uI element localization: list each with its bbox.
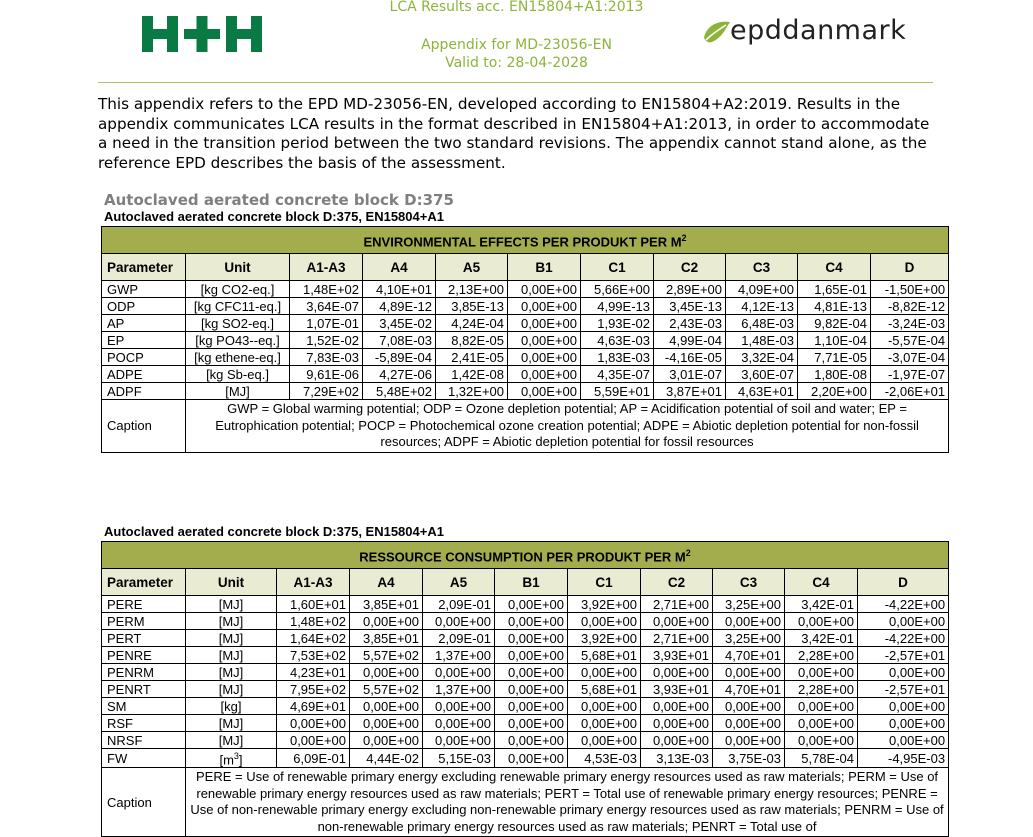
column-header: A4 — [363, 254, 436, 281]
value-cell: 0,00E+00 — [277, 732, 350, 749]
table-row — [102, 749, 949, 768]
value-cell: -4,22E+00 — [858, 630, 949, 647]
value-cell: 0,00E+00 — [785, 715, 858, 732]
value-cell: 0,00E+00 — [713, 664, 785, 681]
value-cell: -2,06E+01 — [871, 383, 949, 400]
value-cell: 0,00E+00 — [568, 664, 641, 681]
value-cell: 1,10E-04 — [798, 332, 871, 349]
value-cell: 3,93E+01 — [641, 647, 713, 664]
value-cell: 0,00E+00 — [508, 383, 581, 400]
value-cell: -1,50E+00 — [871, 281, 949, 298]
value-cell: -1,97E-07 — [871, 366, 949, 383]
value-cell: -3,24E-03 — [871, 315, 949, 332]
value-cell: 3,92E+00 — [568, 630, 641, 647]
value-cell: 1,32E+00 — [436, 383, 508, 400]
table2-band: RESSOURCE CONSUMPTION PER PRODUKT PER $M^2$ — [102, 542, 949, 569]
table-row — [102, 647, 949, 664]
resource-consumption-table — [101, 541, 949, 837]
value-cell: 0,00E+00 — [495, 630, 568, 647]
value-cell: -4,95E-03 — [858, 749, 949, 768]
unit-cell: $[m^3]$ — [186, 749, 277, 768]
value-cell: 4,63E+01 — [726, 383, 798, 400]
unit-cell: [kg CO2-eq.] — [186, 281, 290, 298]
value-cell: 5,78E-04 — [785, 749, 858, 768]
column-header: Unit — [186, 254, 290, 281]
column-header: C3 — [726, 254, 798, 281]
unit-cell: [kg PO43--eq.] — [186, 332, 290, 349]
table-row — [102, 715, 949, 732]
environmental-effects-table — [101, 226, 949, 453]
value-cell: 5,68E+01 — [568, 681, 641, 698]
value-cell: 5,68E+01 — [568, 647, 641, 664]
table-row — [102, 332, 949, 349]
value-cell: 0,00E+00 — [495, 613, 568, 630]
table-row — [102, 613, 949, 630]
value-cell: 0,00E+00 — [641, 698, 713, 715]
column-header: C2 — [641, 569, 713, 596]
parameter-cell: NRSF — [102, 732, 186, 749]
value-cell: 9,82E-04 — [798, 315, 871, 332]
column-header: C3 — [713, 569, 785, 596]
table-row — [102, 630, 949, 647]
value-cell: 2,89E+00 — [654, 281, 726, 298]
value-cell: 2,41E-05 — [436, 349, 508, 366]
value-cell: 0,00E+00 — [495, 596, 568, 613]
value-cell: 0,00E+00 — [508, 349, 581, 366]
unit-cell: [MJ] — [186, 647, 277, 664]
column-header: A1-A3 — [277, 569, 350, 596]
value-cell: 0,00E+00 — [858, 664, 949, 681]
value-cell: 3,64E-07 — [290, 298, 363, 315]
value-cell: 4,35E-07 — [581, 366, 654, 383]
value-cell: 4,89E-12 — [363, 298, 436, 315]
unit-cell: [kg Sb-eq.] — [186, 366, 290, 383]
parameter-cell: ADPF — [102, 383, 186, 400]
value-cell: 0,00E+00 — [858, 698, 949, 715]
caption-label: Caption — [102, 768, 186, 837]
table-row — [102, 349, 949, 366]
value-cell: 3,32E-04 — [726, 349, 798, 366]
value-cell: 4,69E+01 — [277, 698, 350, 715]
value-cell: 2,13E+00 — [436, 281, 508, 298]
caption-text: PERE = Use of renewable primary energy excluding renewable primary energy resources used as raw materials; PERM = Use of renewable primary energy resources used as raw materials; PERT = Total use of renewable primary energy resources; PENRE = Use of non-renewable primary energy excluding non-renewable primary energy resources used as raw materials; PENRM = Use of non-renewable primary energy resources used as raw materials; PENRT = Total use of — [186, 768, 949, 837]
value-cell: 0,00E+00 — [508, 332, 581, 349]
value-cell: 0,00E+00 — [423, 698, 495, 715]
table2-header-row — [102, 569, 949, 596]
value-cell: 3,92E+00 — [568, 596, 641, 613]
value-cell: 0,00E+00 — [785, 698, 858, 715]
value-cell: 3,75E-03 — [713, 749, 785, 768]
caption-row — [102, 400, 949, 453]
table1-header-row — [102, 254, 949, 281]
unit-cell: [MJ] — [186, 630, 277, 647]
value-cell: 0,00E+00 — [350, 664, 423, 681]
parameter-cell: ADPE — [102, 366, 186, 383]
value-cell: 0,00E+00 — [641, 613, 713, 630]
value-cell: 5,48E+02 — [363, 383, 436, 400]
parameter-cell: RSF — [102, 715, 186, 732]
value-cell: 4,70E+01 — [713, 681, 785, 698]
value-cell: 7,95E+02 — [277, 681, 350, 698]
value-cell: 0,00E+00 — [350, 613, 423, 630]
parameter-cell: SM — [102, 698, 186, 715]
header-rule — [98, 82, 933, 83]
value-cell: 6,48E-03 — [726, 315, 798, 332]
value-cell: 0,00E+00 — [495, 698, 568, 715]
header-title: LCA Results acc. EN15804+A1:2013 — [389, 0, 644, 15]
value-cell: 0,00E+00 — [350, 732, 423, 749]
value-cell: 0,00E+00 — [277, 715, 350, 732]
header-appendix: Appendix for MD-23056-EN — [421, 37, 612, 53]
value-cell: 9,61E-06 — [290, 366, 363, 383]
value-cell: 0,00E+00 — [713, 732, 785, 749]
value-cell: 0,00E+00 — [350, 715, 423, 732]
value-cell: 0,00E+00 — [713, 715, 785, 732]
unit-cell: [MJ] — [186, 715, 277, 732]
value-cell: 1,93E-02 — [581, 315, 654, 332]
table1-title: Autoclaved aerated concrete block D:375, EN15804+A1 — [104, 209, 444, 224]
unit-cell: [MJ] — [186, 664, 277, 681]
column-header: Parameter — [102, 254, 186, 281]
value-cell: 0,00E+00 — [568, 732, 641, 749]
value-cell: 0,00E+00 — [508, 315, 581, 332]
column-header: A4 — [350, 569, 423, 596]
value-cell: 7,08E-03 — [363, 332, 436, 349]
value-cell: 3,25E+00 — [713, 596, 785, 613]
table-row — [102, 732, 949, 749]
column-header: Unit — [186, 569, 277, 596]
value-cell: 2,09E-01 — [423, 596, 495, 613]
caption-label: Caption — [102, 400, 186, 453]
value-cell: 0,00E+00 — [423, 732, 495, 749]
value-cell: 8,82E-05 — [436, 332, 508, 349]
value-cell: 0,00E+00 — [423, 613, 495, 630]
value-cell: 1,80E-08 — [798, 366, 871, 383]
value-cell: -8,82E-12 — [871, 298, 949, 315]
unit-cell: [kg ethene-eq.] — [186, 349, 290, 366]
value-cell: 1,48E+02 — [277, 613, 350, 630]
value-cell: 3,45E-02 — [363, 315, 436, 332]
value-cell: 0,00E+00 — [858, 715, 949, 732]
value-cell: 2,71E+00 — [641, 596, 713, 613]
value-cell: 3,87E+01 — [654, 383, 726, 400]
column-header: D — [858, 569, 949, 596]
parameter-cell: PENRT — [102, 681, 186, 698]
value-cell: 4,70E+01 — [713, 647, 785, 664]
intro-paragraph: This appendix refers to the EPD MD-23056-EN, developed according to EN15804+A2:2019. Results in the appendix communicates LCA results in the format described in EN15804+A1:2013, in order to accommodate a need in the transition period between the two standard revisions. The appendix cannot stand alone, as the reference EPD describes the basis of the assessment. — [98, 95, 930, 172]
value-cell: 1,64E+02 — [277, 630, 350, 647]
column-header: A1-A3 — [290, 254, 363, 281]
unit-cell: [kg CFC11-eq.] — [186, 298, 290, 315]
parameter-cell: POCP — [102, 349, 186, 366]
value-cell: 0,00E+00 — [423, 715, 495, 732]
parameter-cell: AP — [102, 315, 186, 332]
column-header: D — [871, 254, 949, 281]
value-cell: 1,65E-01 — [798, 281, 871, 298]
value-cell: 4,53E-03 — [568, 749, 641, 768]
unit-cell: [MJ] — [186, 383, 290, 400]
column-header: B1 — [508, 254, 581, 281]
column-header: C4 — [785, 569, 858, 596]
unit-cell: [MJ] — [186, 732, 277, 749]
value-cell: -4,16E-05 — [654, 349, 726, 366]
unit-cell: [MJ] — [186, 613, 277, 630]
value-cell: 0,00E+00 — [495, 732, 568, 749]
unit-cell: [MJ] — [186, 596, 277, 613]
value-cell: 3,42E-01 — [785, 596, 858, 613]
value-cell: 0,00E+00 — [423, 664, 495, 681]
value-cell: 4,24E-04 — [436, 315, 508, 332]
parameter-cell: PERE — [102, 596, 186, 613]
value-cell: 0,00E+00 — [785, 664, 858, 681]
value-cell: 5,15E-03 — [423, 749, 495, 768]
value-cell: 1,37E+00 — [423, 647, 495, 664]
table2-title: Autoclaved aerated concrete block D:375, EN15804+A1 — [104, 524, 444, 539]
caption-row — [102, 768, 949, 837]
value-cell: 0,00E+00 — [858, 732, 949, 749]
value-cell: 3,85E+01 — [350, 630, 423, 647]
column-header: A5 — [436, 254, 508, 281]
table-row — [102, 664, 949, 681]
value-cell: -3,07E-04 — [871, 349, 949, 366]
value-cell: 7,71E-05 — [798, 349, 871, 366]
column-header: Parameter — [102, 569, 186, 596]
value-cell: 7,53E+02 — [277, 647, 350, 664]
value-cell: 0,00E+00 — [508, 298, 581, 315]
value-cell: 0,00E+00 — [495, 681, 568, 698]
value-cell: 2,28E+00 — [785, 647, 858, 664]
value-cell: 1,07E-01 — [290, 315, 363, 332]
value-cell: 0,00E+00 — [495, 749, 568, 768]
table-row — [102, 596, 949, 613]
table-row — [102, 298, 949, 315]
value-cell: 0,00E+00 — [508, 281, 581, 298]
value-cell: 0,00E+00 — [495, 647, 568, 664]
value-cell: 7,83E-03 — [290, 349, 363, 366]
value-cell: 0,00E+00 — [495, 715, 568, 732]
value-cell: 4,27E-06 — [363, 366, 436, 383]
table-row — [102, 698, 949, 715]
value-cell: 5,66E+00 — [581, 281, 654, 298]
value-cell: 4,44E-02 — [350, 749, 423, 768]
value-cell: 3,85E-13 — [436, 298, 508, 315]
header-valid-to: Valid to: 28-04-2028 — [445, 55, 588, 71]
parameter-cell: PERT — [102, 630, 186, 647]
value-cell: 1,48E-03 — [726, 332, 798, 349]
value-cell: 3,42E-01 — [785, 630, 858, 647]
value-cell: -2,57E+01 — [858, 681, 949, 698]
value-cell: 0,00E+00 — [641, 664, 713, 681]
value-cell: -2,57E+01 — [858, 647, 949, 664]
table1-band: ENVIRONMENTAL EFFECTS PER PRODUKT PER $M^2$ — [102, 227, 949, 254]
value-cell: 2,71E+00 — [641, 630, 713, 647]
value-cell: 0,00E+00 — [508, 366, 581, 383]
value-cell: 0,00E+00 — [713, 613, 785, 630]
value-cell: 6,09E-01 — [277, 749, 350, 768]
value-cell: 4,81E-13 — [798, 298, 871, 315]
table-row — [102, 281, 949, 298]
epddanmark-wordmark: epddanmark — [730, 15, 907, 46]
column-header: C1 — [581, 254, 654, 281]
value-cell: 0,00E+00 — [568, 715, 641, 732]
parameter-cell: PERM — [102, 613, 186, 630]
column-header: B1 — [495, 569, 568, 596]
value-cell: -4,22E+00 — [858, 596, 949, 613]
value-cell: 2,09E-01 — [423, 630, 495, 647]
value-cell: 0,00E+00 — [350, 698, 423, 715]
value-cell: 0,00E+00 — [641, 732, 713, 749]
table-row — [102, 383, 949, 400]
table-row — [102, 315, 949, 332]
value-cell: 0,00E+00 — [858, 613, 949, 630]
value-cell: 1,37E+00 — [423, 681, 495, 698]
value-cell: 1,48E+02 — [290, 281, 363, 298]
parameter-cell: PENRE — [102, 647, 186, 664]
value-cell: 4,63E-03 — [581, 332, 654, 349]
value-cell: 3,45E-13 — [654, 298, 726, 315]
unit-cell: [MJ] — [186, 681, 277, 698]
value-cell: 0,00E+00 — [568, 698, 641, 715]
unit-cell: [kg] — [186, 698, 277, 715]
value-cell: 3,85E+01 — [350, 596, 423, 613]
value-cell: 4,99E-04 — [654, 332, 726, 349]
value-cell: 0,00E+00 — [713, 698, 785, 715]
value-cell: 2,28E+00 — [785, 681, 858, 698]
value-cell: 1,83E-03 — [581, 349, 654, 366]
column-header: C1 — [568, 569, 641, 596]
value-cell: 3,01E-07 — [654, 366, 726, 383]
value-cell: 1,42E-08 — [436, 366, 508, 383]
value-cell: 0,00E+00 — [785, 732, 858, 749]
value-cell: 4,10E+01 — [363, 281, 436, 298]
table-row — [102, 681, 949, 698]
value-cell: 2,43E-03 — [654, 315, 726, 332]
value-cell: -5,89E-04 — [363, 349, 436, 366]
section-title: Autoclaved aerated concrete block D:375 — [104, 191, 454, 209]
unit-cell: [kg SO2-eq.] — [186, 315, 290, 332]
value-cell: 0,00E+00 — [568, 613, 641, 630]
column-header: A5 — [423, 569, 495, 596]
value-cell: 3,93E+01 — [641, 681, 713, 698]
value-cell: 7,29E+02 — [290, 383, 363, 400]
parameter-cell: FW — [102, 749, 186, 768]
value-cell: 4,23E+01 — [277, 664, 350, 681]
value-cell: 5,59E+01 — [581, 383, 654, 400]
value-cell: 5,57E+02 — [350, 647, 423, 664]
value-cell: 3,13E-03 — [641, 749, 713, 768]
parameter-cell: EP — [102, 332, 186, 349]
value-cell: 3,25E+00 — [713, 630, 785, 647]
value-cell: 0,00E+00 — [641, 715, 713, 732]
table-row — [102, 366, 949, 383]
value-cell: 3,60E-07 — [726, 366, 798, 383]
value-cell: 1,52E-02 — [290, 332, 363, 349]
column-header: C4 — [798, 254, 871, 281]
value-cell: 0,00E+00 — [495, 664, 568, 681]
column-header: C2 — [654, 254, 726, 281]
value-cell: 4,09E+00 — [726, 281, 798, 298]
value-cell: 2,20E+00 — [798, 383, 871, 400]
caption-text: GWP = Global warming potential; ODP = Ozone depletion potential; AP = Acidification potential of soil and water; EP = Eutrophication potential; POCP = Photochemical ozone creation potential; ADPE = Abiotic depletion potential for non-fossil resources; ADPF = Abiotic depletion potential for fossil resources — [186, 400, 949, 453]
value-cell: 1,60E+01 — [277, 596, 350, 613]
value-cell: -5,57E-04 — [871, 332, 949, 349]
value-cell: 0,00E+00 — [785, 613, 858, 630]
parameter-cell: PENRM — [102, 664, 186, 681]
value-cell: 4,99E-13 — [581, 298, 654, 315]
value-cell: 5,57E+02 — [350, 681, 423, 698]
parameter-cell: GWP — [102, 281, 186, 298]
parameter-cell: ODP — [102, 298, 186, 315]
value-cell: 4,12E-13 — [726, 298, 798, 315]
